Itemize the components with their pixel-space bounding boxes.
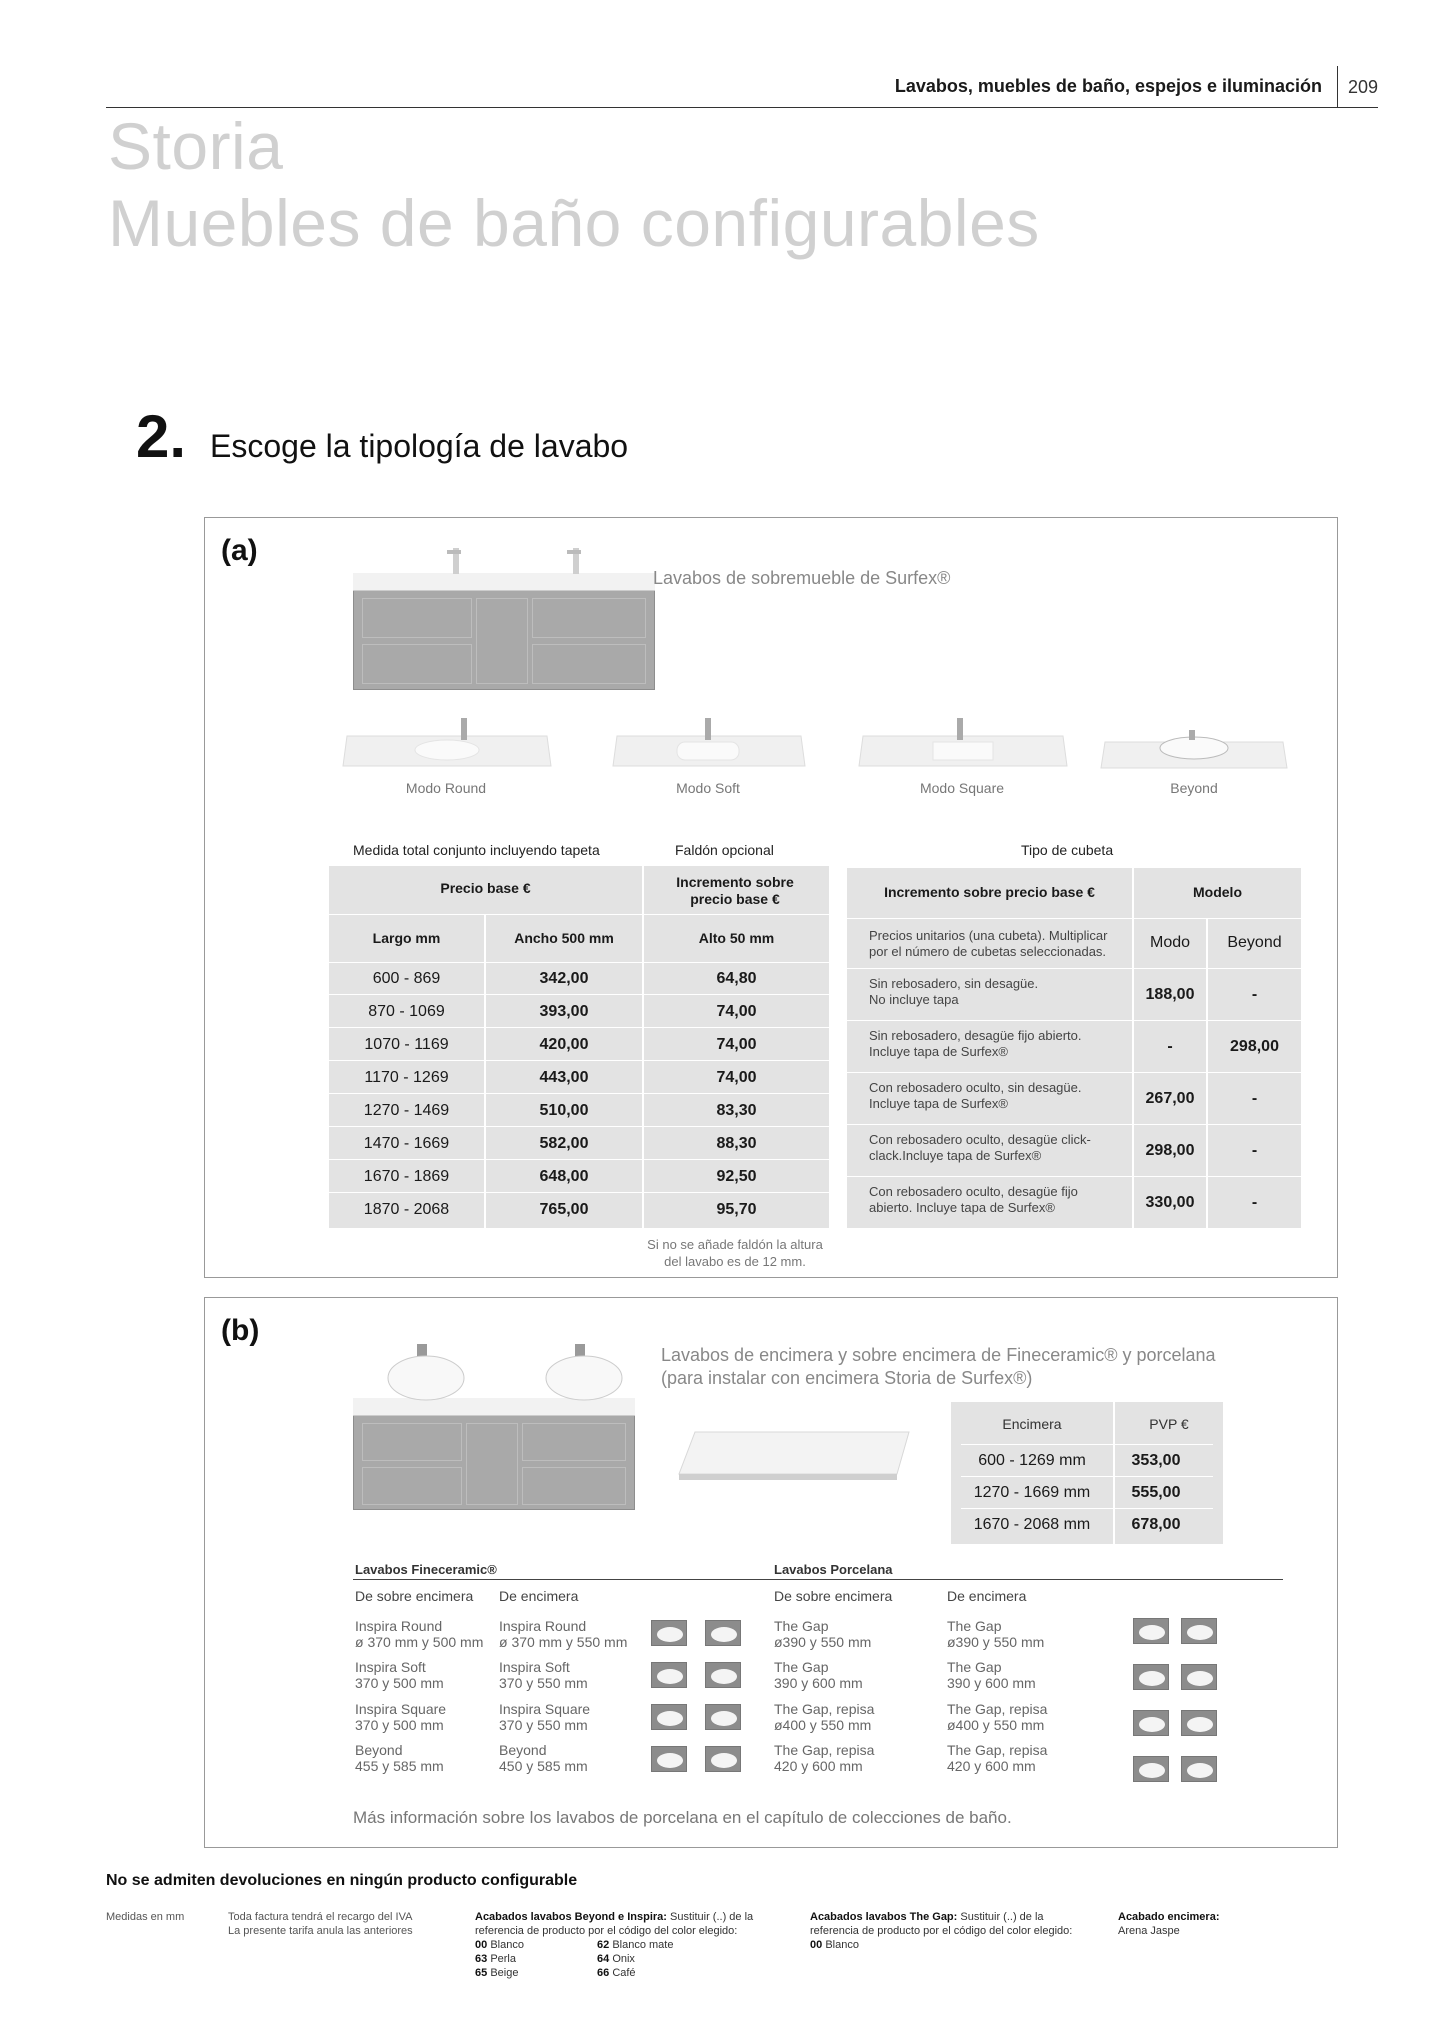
basin-thumbnail: [1181, 1756, 1217, 1782]
basin-thumbnail: [1133, 1756, 1169, 1782]
table-row-largo: 1270 - 1469: [363, 1102, 450, 1119]
basin-thumbnail: [705, 1662, 741, 1688]
table-row-alto: 95,70: [716, 1201, 757, 1218]
cubeta-row-modo: 188,00: [1145, 986, 1195, 1003]
list-item: Inspira Square 370 y 500 mm: [355, 1701, 447, 1733]
table-row-largo: 600 - 869: [372, 970, 441, 987]
list-item: Beyond 450 y 585 mm: [499, 1742, 588, 1774]
table-row-largo: 1070 - 1169: [364, 1036, 449, 1053]
table-row-largo: 870 - 1069: [368, 1003, 445, 1020]
more-info-text: Más información sobre los lavabos de porcelana en el capítulo de colecciones de baño.: [353, 1808, 1012, 1827]
table-row-alto: 74,00: [716, 1069, 757, 1086]
incremento-header: Incremento sobre precio base €: [676, 874, 794, 907]
page-number: 209: [1347, 77, 1378, 97]
encimera-row-medida: 600 - 1269 mm: [978, 1452, 1086, 1469]
basin-modo-round-image: [341, 716, 553, 774]
list-item: Inspira Soft 370 y 550 mm: [499, 1659, 588, 1691]
table-row-alto: 83,30: [716, 1102, 757, 1119]
modelo-header: Modelo: [1193, 884, 1242, 900]
basin-thumbnail: [651, 1746, 687, 1772]
footer-medidas: Medidas en mm: [106, 1911, 185, 1923]
faldon-label: Faldón opcional: [675, 842, 774, 858]
panel-b-letter: (b): [221, 1314, 260, 1347]
table-row-ancho: 443,00: [539, 1069, 589, 1086]
footer-acabados-beyond: Acabados lavabos Beyond e Inspira: Sustituir (..) de la referencia de producto por el código del color elegido: 00 Blanco 62 Blanco mate 63 Perla 64 Onix 65 Beige 66 Café: [475, 1911, 754, 1979]
medida-label: Medida total conjunto incluyendo tapeta: [353, 842, 600, 858]
table-row-largo: 1670 - 1869: [363, 1168, 450, 1185]
cabinet-surfex-image: [353, 573, 655, 690]
list-item: The Gap, repisa ø400 y 550 mm: [774, 1701, 875, 1733]
page-header: [106, 66, 1378, 108]
model-label-modo-square: Modo Square: [919, 780, 1005, 796]
cubeta-row-beyond: -: [1251, 1142, 1258, 1159]
cubeta-row-modo: -: [1167, 1038, 1173, 1055]
basin-thumbnail: [705, 1620, 741, 1646]
table-row-alto: 92,50: [716, 1168, 757, 1185]
basin-thumbnail: [651, 1662, 687, 1688]
cubeta-row-modo: 330,00: [1145, 1194, 1195, 1211]
faucet-icon: [565, 546, 587, 576]
list-item: Inspira Round ø 370 mm y 550 mm: [499, 1618, 628, 1650]
basin-thumbnail: [651, 1620, 687, 1646]
table-row-ancho: 582,00: [539, 1135, 589, 1152]
vessel-basin-image: [383, 1342, 469, 1404]
section-title: Lavabos, muebles de baño, espejos e iluminación: [894, 76, 1322, 96]
countertop-image: [675, 1426, 915, 1486]
cubeta-row-modo: 267,00: [1145, 1090, 1195, 1107]
encimera-row-pvp: 555,00: [1131, 1484, 1181, 1501]
panel-a: [204, 517, 1338, 1278]
cubeta-row-beyond: -: [1251, 986, 1258, 1003]
basin-thumbnail: [1181, 1618, 1217, 1644]
header-divider: [1337, 66, 1338, 108]
encimera-col-header: Encimera: [1002, 1416, 1062, 1432]
basin-thumbnail: [651, 1704, 687, 1730]
list-item: The Gap, repisa 420 y 600 mm: [947, 1742, 1048, 1774]
list-item: The Gap ø390 y 550 mm: [947, 1618, 1045, 1650]
footer-acabado-encimera: Acabado encimera: Arena Jaspe: [1118, 1911, 1220, 1937]
cubeta-row-modo: 298,00: [1145, 1142, 1195, 1159]
list-item: Beyond 455 y 585 mm: [355, 1742, 444, 1774]
cubeta-row-desc: Con rebosadero oculto, sin desagüe. Incluye tapa de Surfex®: [869, 1080, 1082, 1111]
cabinet-encimera-image: [353, 1398, 635, 1510]
table-row-ancho: 765,00: [539, 1201, 589, 1218]
table-row-largo: 1870 - 2068: [363, 1201, 450, 1218]
porcelana-col1: De sobre encimera: [774, 1588, 893, 1604]
cubeta-row-desc: Con rebosadero oculto, desagüe fijo abierto. Incluye tapa de Surfex®: [869, 1184, 1078, 1215]
table-row-ancho: 393,00: [539, 1003, 589, 1020]
list-item: The Gap ø390 y 550 mm: [774, 1618, 872, 1650]
list-item: Inspira Square 370 y 550 mm: [499, 1701, 591, 1733]
cubeta-row-desc: Sin rebosadero, sin desagüe. No incluye tapa: [869, 976, 1039, 1007]
model-label-modo-round: Modo Round: [405, 780, 487, 796]
basin-beyond-image: [1099, 728, 1289, 776]
basin-thumbnail: [1181, 1664, 1217, 1690]
encimera-row-medida: 1670 - 2068 mm: [973, 1516, 1091, 1533]
table-row-largo: 1470 - 1669: [363, 1135, 450, 1152]
precio-base-header: Precio base €: [440, 880, 531, 896]
alto-header: Alto 50 mm: [698, 930, 775, 946]
panel-b: [204, 1297, 1338, 1848]
cubeta-intro: Precios unitarios (una cubeta). Multiplicar por el número de cubetas seleccionadas.: [869, 928, 1108, 959]
table-row-alto: 88,30: [716, 1135, 757, 1152]
model-label-modo-soft: Modo Soft: [676, 780, 740, 796]
basin-thumbnail: [705, 1704, 741, 1730]
basin-modo-soft-image: [611, 716, 807, 774]
largo-header: Largo mm: [372, 930, 441, 946]
list-item: The Gap 390 y 600 mm: [947, 1659, 1036, 1691]
table-row-ancho: 420,00: [539, 1036, 589, 1053]
panel-a-letter: (a): [221, 534, 258, 567]
fineceramic-col2: De encimera: [499, 1588, 579, 1604]
cubeta-incremento-header: Incremento sobre precio base €: [884, 884, 1095, 900]
model-label-beyond: Beyond: [1170, 780, 1218, 796]
modo-col-header: Modo: [1149, 934, 1191, 951]
basin-thumbnail: [1133, 1618, 1169, 1644]
cubeta-row-beyond: 298,00: [1230, 1038, 1279, 1055]
encimera-row-pvp: 353,00: [1131, 1452, 1181, 1469]
table-row-ancho: 342,00: [539, 970, 589, 987]
vessel-basin-image: [541, 1342, 627, 1404]
collection-title: Storia: [108, 109, 284, 183]
basin-thumbnail: [1133, 1710, 1169, 1736]
cubeta-row-beyond: -: [1251, 1090, 1258, 1107]
encimera-row-pvp: 678,00: [1131, 1516, 1181, 1533]
cubeta-row-desc: Con rebosadero oculto, desagüe click- clack.Incluye tapa de Surfex®: [869, 1132, 1091, 1163]
basin-thumbnail: [705, 1746, 741, 1772]
fineceramic-title: Lavabos Fineceramic®: [355, 1562, 497, 1577]
collection-subtitle: Muebles de baño configurables: [108, 186, 1040, 260]
table-row-alto: 64,80: [716, 970, 757, 987]
table-row-alto: 74,00: [716, 1036, 757, 1053]
fineceramic-col1: De sobre encimera: [355, 1588, 474, 1604]
porcelana-title: Lavabos Porcelana: [774, 1562, 893, 1577]
table-row-ancho: 648,00: [539, 1168, 589, 1185]
pvp-col-header: PVP €: [1149, 1416, 1189, 1432]
porcelana-col2: De encimera: [947, 1588, 1027, 1604]
footer-factura: Toda factura tendrá el recargo del IVA La presente tarifa anula las anteriores: [228, 1911, 413, 1937]
no-returns-warning: No se admiten devoluciones en ningún producto configurable: [106, 1872, 578, 1889]
ancho-header: Ancho 500 mm: [514, 930, 614, 946]
step-number: 2.: [136, 403, 187, 470]
cubeta-row-desc: Sin rebosadero, desagüe fijo abierto. Incluye tapa de Surfex®: [869, 1028, 1082, 1059]
basin-thumbnail: [1181, 1710, 1217, 1736]
cubeta-row-beyond: -: [1251, 1194, 1258, 1211]
panel-a-caption: Lavabos de sobremueble de Surfex®: [653, 568, 951, 588]
encimera-row-medida: 1270 - 1669 mm: [973, 1484, 1091, 1501]
faldon-note: Si no se añade faldón la altura del lavabo es de 12 mm.: [647, 1237, 823, 1269]
list-item: Inspira Soft 370 y 500 mm: [355, 1659, 444, 1691]
list-item: The Gap 390 y 600 mm: [774, 1659, 863, 1691]
list-item: Inspira Round ø 370 mm y 500 mm: [355, 1618, 484, 1650]
beyond-col-header: Beyond: [1227, 934, 1282, 951]
list-item: The Gap, repisa ø400 y 550 mm: [947, 1701, 1048, 1733]
footer-acabados-gap: Acabados lavabos The Gap: Sustituir (..) de la referencia de producto por el código del color elegido: 00 Blanco: [810, 1911, 1073, 1951]
table-row-alto: 74,00: [716, 1003, 757, 1020]
table-row-ancho: 510,00: [539, 1102, 589, 1119]
basin-thumbnail: [1133, 1664, 1169, 1690]
list-item: The Gap, repisa 420 y 600 mm: [774, 1742, 875, 1774]
basin-modo-square-image: [857, 716, 1069, 774]
tipo-cubeta-label: Tipo de cubeta: [1021, 842, 1114, 858]
step-heading: Escoge la tipología de lavabo: [210, 428, 629, 464]
faucet-icon: [445, 546, 467, 576]
panel-b-caption: Lavabos de encimera y sobre encimera de Fineceramic® y porcelana (para instalar con encimera Storia de Surfex®): [661, 1345, 1216, 1388]
table-row-largo: 1170 - 1269: [364, 1069, 449, 1086]
